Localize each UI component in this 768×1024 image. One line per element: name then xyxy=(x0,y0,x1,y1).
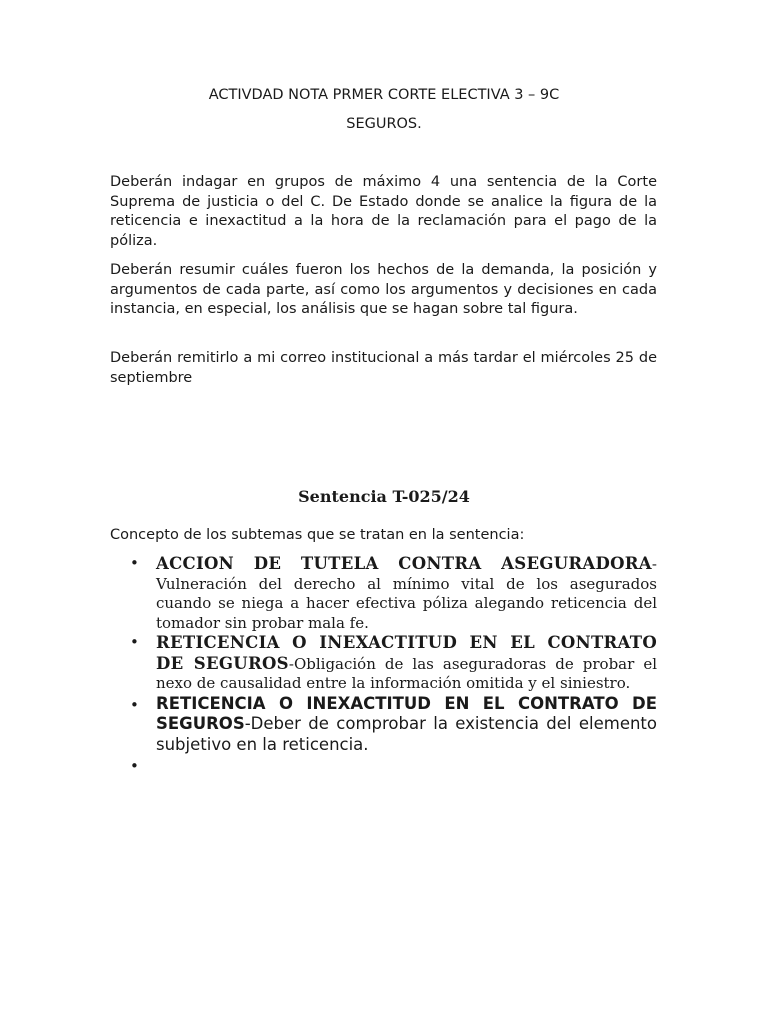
topic-heading: RETICENCIA O INEXACTITUD EN EL CONTRATO DE SEGUROS xyxy=(156,633,657,673)
topic-text: -Obligación de las aseguradoras de probar el nexo de causalidad entre la información omitida y el siniestro. xyxy=(156,654,657,692)
list-item xyxy=(110,554,657,633)
list-item xyxy=(110,755,657,775)
concept-intro: Concepto de los subtemas que se tratan en la sentencia: xyxy=(110,527,525,543)
topic-heading: RETICENCIA O INEXACTITUD EN EL CONTRATO DE SEGUROS xyxy=(156,693,657,733)
bullet-icon: • xyxy=(130,633,139,651)
topics-list xyxy=(110,554,657,775)
topic-heading: ACCION DE TUTELA CONTRA ASEGURADORA xyxy=(156,554,652,573)
instruction-paragraph-3: Deberán remitirlo a mi correo institucional a más tardar el miércoles 25 de septiembre xyxy=(110,350,657,386)
instruction-paragraph-1: Deberán indagar en grupos de máximo 4 una sentencia de la Corte Suprema de justicia o del C. De Estado donde se analice la figura de la reticencia e inexactitud a la hora de la reclamación para el pago de la póliza. xyxy=(110,174,657,249)
topic-text: -Vulneración del derecho al mínimo vital de los asegurados cuando se niega a hacer efectiva póliza alegando reticencia del tomador sin probar mala fe. xyxy=(156,555,657,632)
document-title: ACTIVDAD NOTA PRMER CORTE ELECTIVA 3 – 9C xyxy=(208,87,560,103)
bullet-icon: • xyxy=(130,695,139,714)
list-item xyxy=(110,633,657,694)
topic-text: -Deber de comprobar la existencia del elemento subjetivo en la reticencia. xyxy=(156,714,657,754)
list-item xyxy=(110,694,657,756)
bullet-icon: • xyxy=(130,757,139,775)
instruction-paragraph-2: Deberán resumir cuáles fueron los hechos de la demanda, la posición y argumentos de cada parte, así como los argumentos y decisiones en cada instancia, en especial, los análisis que se hagan sobre tal figura. xyxy=(110,262,657,318)
sentencia-title: Sentencia T-025/24 xyxy=(298,487,470,506)
document-subtitle: SEGUROS. xyxy=(346,116,422,132)
bullet-icon: • xyxy=(130,554,139,572)
